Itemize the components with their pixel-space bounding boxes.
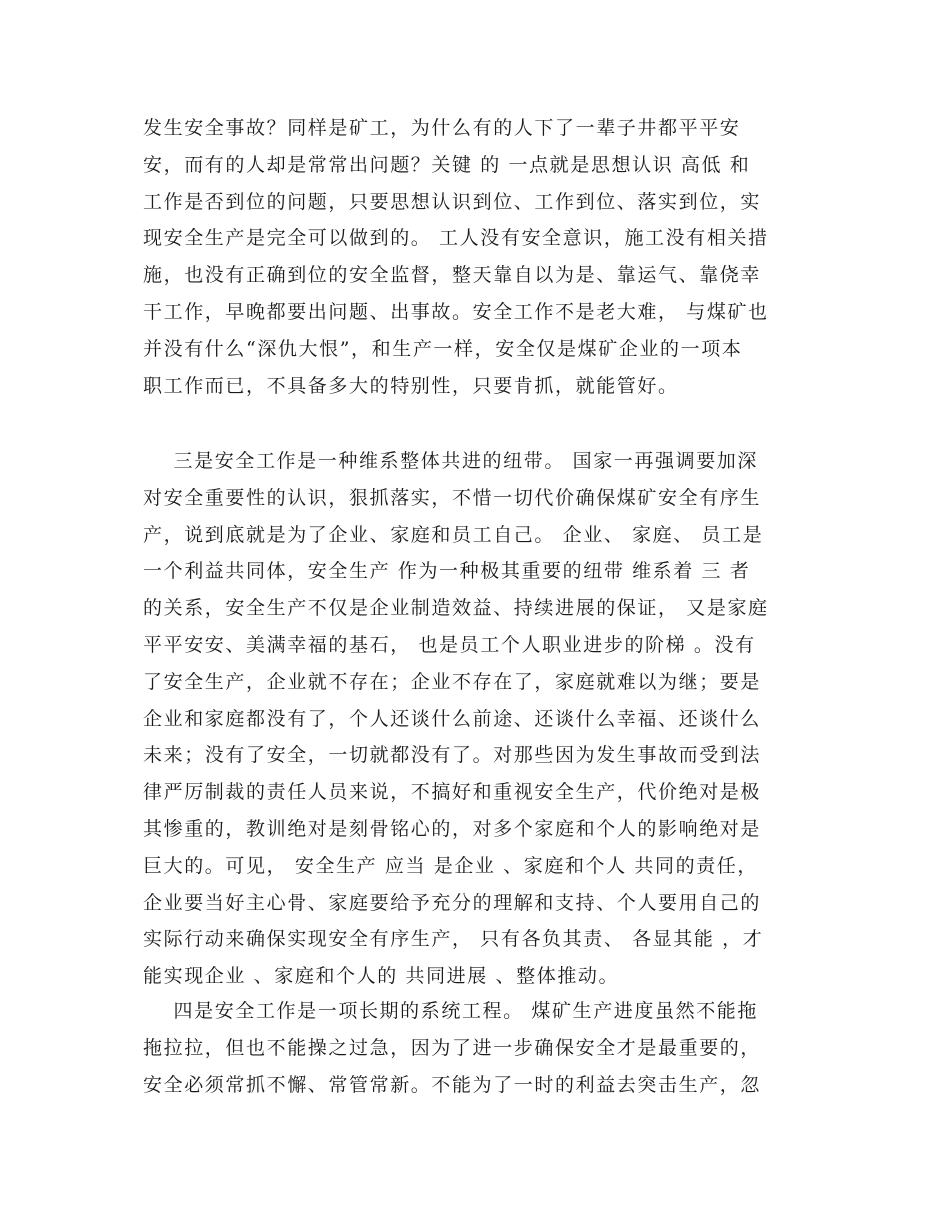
text-line: 平平安安、美满幸福的基石， 也是员工个人职业进步的阶梯 。没有 (143, 634, 756, 656)
text-line: 其惨重的，教训绝对是刻骨铭心的，对多个家庭和个人的影响绝对是 (143, 818, 762, 840)
text-line: 并没有什么“深仇大恨”，和生产一样，安全仅是煤矿企业的一项本 (143, 337, 743, 360)
text-line: 安，而有的人却是常常出问题？关键 的 一点就是思想认识 高低 和 (143, 153, 751, 176)
text-line: 对安全重要性的认识，狠抓落实，不惜一切代价确保煤矿安全有序生 (143, 486, 762, 509)
text-line: 企业和家庭都没有了，个人还谈什么前途、还谈什么幸福、还谈什么 (143, 707, 762, 730)
text-line: 施，也没有正确到位的安全监督，整天靠自以为是、靠运气、靠侥幸 (143, 264, 762, 287)
text-line: 现安全生产是完全可以做到的。 工人没有安全意识，施工没有相关措 (143, 227, 769, 250)
text-line: 工作是否到位的问题，只要思想认识到位、工作到位、落实到位，实 (143, 190, 762, 213)
text-line: 干工作，早晚都要出问题、出事故。安全工作不是老大难， 与煤矿也 (143, 301, 769, 323)
text-line: 了安全生产，企业就不存在；企业不存在了，家庭就难以为继；要是 (143, 670, 762, 693)
text-line: 职工作而已，不具备多大的特别性，只要肯抓，就能管好。 (143, 374, 679, 397)
text-line: 能实现企业 、家庭和个人的 共同进展 、整体推动。 (143, 965, 620, 988)
text-line: 四是安全工作是一项长期的系统工程。 煤矿生产进度虽然不能拖 (143, 1000, 758, 1022)
text-line: 的关系，安全生产不仅是企业制造效益、持续进展的保证， 又是家庭 (143, 597, 769, 620)
text-line: 拖拉拉，但也不能操之过急，因为了进一步确保安全才是最重要的， (143, 1036, 762, 1059)
text-line: 产，说到底就是为了企业、家庭和员工自己。 企业、 家庭、 员工是 (143, 523, 764, 546)
text-line: 一个利益共同体，安全生产 作为一种极其重要的纽带 维系着 三 者 (143, 560, 751, 583)
text-line: 发生安全事故？同样是矿工，为什么有的人下了一辈子井都平平安 (143, 117, 741, 139)
text-line: 未来；没有了安全，一切就都没有了。对那些因为发生事故而受到法 (143, 744, 762, 767)
text-line: 三是安全工作是一种维系整体共进的纽带。 国家一再强调要加深 (143, 450, 758, 472)
text-line: 律严厉制裁的责任人员来说，不搞好和重视安全生产，代价绝对是极 (143, 781, 762, 804)
text-line: 实际行动来确保实现安全有序生产， 只有各负其责、 各显其能 ，才 (143, 928, 764, 951)
text-line: 巨大的。可见， 安全生产 应当 是企业 、家庭和个人 共同的责任， (143, 854, 758, 877)
text-line: 安全必须常抓不懈、常管常新。不能为了一时的利益去突击生产，忽 (143, 1073, 762, 1096)
text-line: 企业要当好主心骨、家庭要给予充分的理解和支持、个人要用自己的 (143, 891, 762, 914)
